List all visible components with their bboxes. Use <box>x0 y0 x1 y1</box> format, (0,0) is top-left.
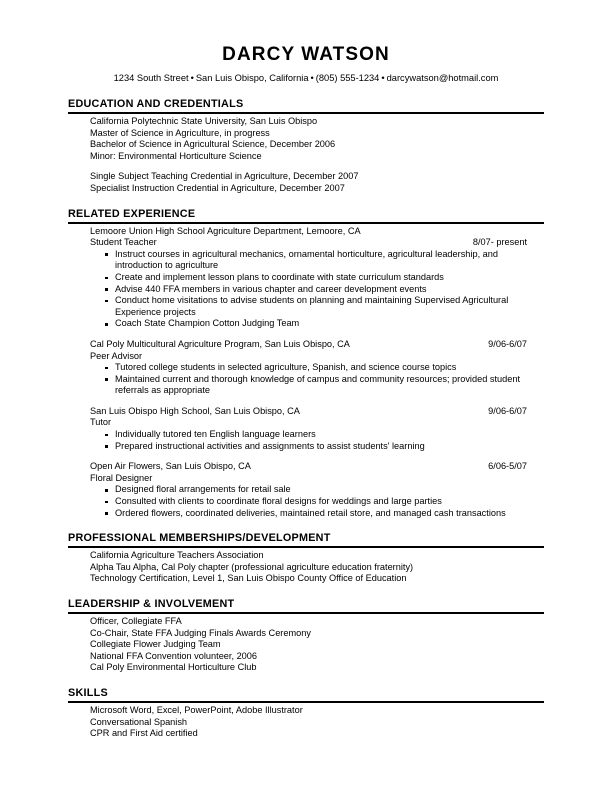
section-skills <box>68 687 544 740</box>
contact-address: 1234 South Street <box>113 73 189 83</box>
section-professional-memberships <box>68 532 544 585</box>
leadership-line: Cal Poly Environmental Horticulture Club <box>90 662 257 673</box>
experience-bullet-list <box>90 249 544 330</box>
section-title-leadership: LEADERSHIP & INVOLVEMENT <box>68 598 544 614</box>
spacer <box>90 162 544 171</box>
section-title-education: EDUCATION AND CREDENTIALS <box>68 98 544 114</box>
skills-line: Microsoft Word, Excel, PowerPoint, Adobe Illustrator <box>90 704 303 715</box>
experience-entry <box>90 461 544 519</box>
experience-role: Peer Advisor <box>90 350 143 361</box>
experience-date: 8/07- present <box>472 237 527 248</box>
experience-bullet: Tutored college students in selected agriculture, Spanish, and science course topics <box>105 362 544 374</box>
section-body-leadership <box>68 614 544 674</box>
experience-date: 9/06-6/07 <box>488 338 527 349</box>
spacer <box>90 397 544 406</box>
section-education <box>68 98 544 195</box>
section-related-experience <box>68 208 544 520</box>
membership-line: Technology Certification, Level 1, San Luis Obispo County Office of Education <box>90 573 407 584</box>
leadership-line: Co-Chair, State FFA Judging Finals Awards Ceremony <box>90 627 311 638</box>
candidate-name: DARCY WATSON <box>222 44 390 65</box>
experience-bullet: Advise 440 FFA members in various chapter and career development events <box>105 284 544 296</box>
leadership-line: Officer, Collegiate FFA <box>90 616 182 626</box>
experience-role: Floral Designer <box>90 472 153 483</box>
section-title-professional-memberships: PROFESSIONAL MEMBERSHIPS/DEVELOPMENT <box>68 532 544 548</box>
experience-date: 9/06-6/07 <box>488 405 527 416</box>
spacer <box>90 452 544 461</box>
experience-bullet: Instruct courses in agricultural mechanics, ornamental horticulture, agricultural leadership, and introduction to agriculture <box>105 249 544 272</box>
contact-separator-2: • <box>310 73 314 83</box>
education-line: Bachelor of Science in Agricultural Science, December 2006 <box>90 139 336 150</box>
education-credential-line: Single Subject Teaching Credential in Agriculture, December 2007 <box>90 171 359 182</box>
skills-line: CPR and First Aid certified <box>90 728 198 739</box>
experience-role: Student Teacher <box>90 237 157 248</box>
contact-line <box>68 72 544 85</box>
section-body-related-experience <box>68 224 544 520</box>
experience-date: 6/06-5/07 <box>488 461 527 472</box>
skills-line: Conversational Spanish <box>90 716 188 727</box>
experience-organization: Cal Poly Multicultural Agriculture Program, San Luis Obispo, CA <box>90 338 350 349</box>
education-credential-line: Specialist Instruction Credential in Agriculture, December 2007 <box>90 182 345 193</box>
experience-organization-row <box>90 406 544 418</box>
experience-organization-row <box>90 339 544 351</box>
experience-organization: Lemoore Union High School Agriculture Department, Lemoore, CA <box>90 225 361 236</box>
experience-organization: Open Air Flowers, San Luis Obispo, CA <box>90 461 251 472</box>
experience-organization: San Luis Obispo High School, San Luis Obispo, CA <box>90 405 300 416</box>
experience-role: Tutor <box>90 417 112 428</box>
section-title-related-experience: RELATED EXPERIENCE <box>68 208 544 224</box>
leadership-line: National FFA Convention volunteer, 2006 <box>90 650 258 661</box>
section-body-education <box>68 114 544 195</box>
membership-line: Alpha Tau Alpha, Cal Poly chapter (professional agriculture education fraternity) <box>90 561 414 572</box>
education-line: Master of Science in Agriculture, in progress <box>90 127 270 138</box>
experience-bullet: Individually tutored ten English language learners <box>105 429 544 441</box>
experience-entry <box>90 339 544 397</box>
experience-bullet: Consulted with clients to coordinate floral designs for weddings and large parties <box>105 496 544 508</box>
experience-entry <box>90 226 544 330</box>
education-line: Minor: Environmental Horticulture Science <box>90 150 262 161</box>
experience-bullet-list <box>90 362 544 397</box>
experience-bullet-list <box>90 484 544 519</box>
experience-entry <box>90 406 544 452</box>
experience-bullet-list <box>90 429 544 452</box>
contact-phone: (805) 555-1234 <box>315 73 380 83</box>
section-title-skills: SKILLS <box>68 687 544 703</box>
contact-email: darcywatson@hotmail.com <box>386 73 499 83</box>
experience-bullet: Maintained current and thorough knowledge of campus and community resources; provided student referrals as appropriate <box>105 374 544 397</box>
section-body-skills <box>68 703 544 740</box>
contact-city: San Luis Obispo, California <box>195 73 309 83</box>
contact-separator-1: • <box>190 73 194 83</box>
leadership-line: Collegiate Flower Judging Team <box>90 639 221 650</box>
experience-organization-row <box>90 461 544 473</box>
spacer <box>90 330 544 339</box>
experience-bullet: Prepared instructional activities and assignments to assist students' learning <box>105 441 544 453</box>
resume-content <box>68 40 544 740</box>
experience-bullet: Coach State Champion Cotton Judging Team <box>105 318 544 330</box>
experience-role-row <box>90 237 544 249</box>
education-line: California Polytechnic State University, San Luis Obispo <box>90 116 318 126</box>
experience-bullet: Conduct home visitations to advise students on planning and maintaining Supervised Agricultural Experience projects <box>105 295 544 318</box>
experience-bullet: Designed floral arrangements for retail sale <box>105 484 544 496</box>
membership-line: California Agriculture Teachers Association <box>90 550 264 561</box>
section-leadership <box>68 598 544 674</box>
experience-bullet: Ordered flowers, coordinated deliveries, maintained retail store, and managed cash transactions <box>105 508 544 520</box>
experience-bullet: Create and implement lesson plans to coordinate with state curriculum standards <box>105 272 544 284</box>
section-body-professional-memberships <box>68 548 544 585</box>
contact-separator-3: • <box>381 73 385 83</box>
